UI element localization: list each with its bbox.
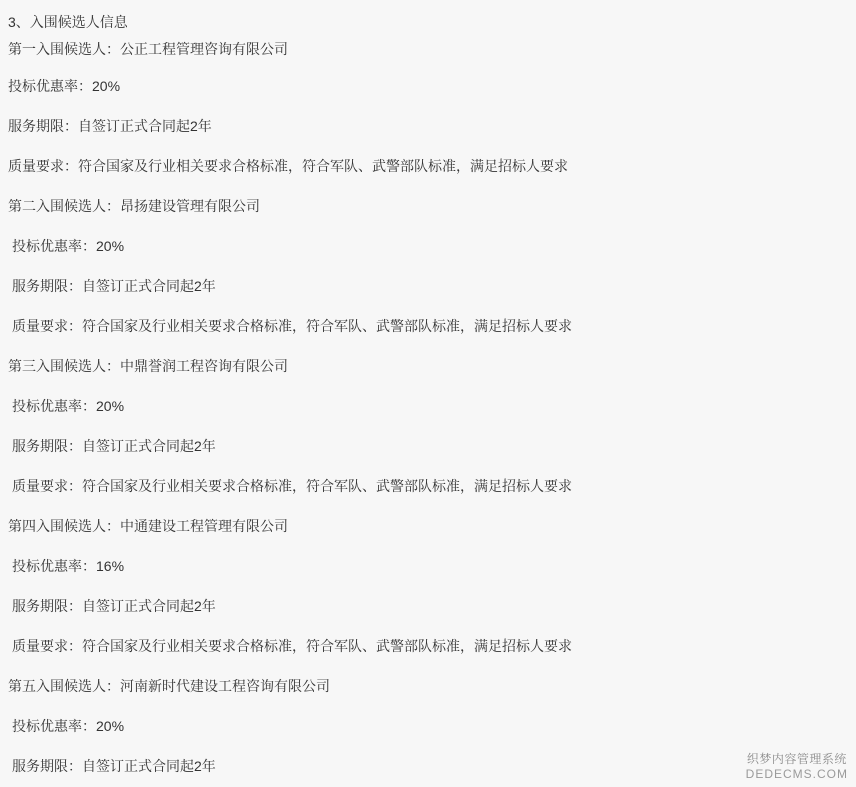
paragraph-candidate-1-name bbox=[8, 32, 848, 66]
paragraph-text: 第一入围候选人：公正工程管理咨询有限公司 bbox=[8, 41, 288, 57]
paragraph-text: 服务期限：自签订正式合同起2年 bbox=[12, 598, 216, 614]
paragraph-text: 质量要求：符合国家及行业相关要求合格标准，符合军队、武警部队标准，满足招标人要求 bbox=[12, 638, 572, 654]
paragraph-text: 服务期限：自签订正式合同起2年 bbox=[8, 118, 212, 134]
paragraph-candidate-5-name bbox=[8, 666, 848, 706]
paragraph-text: 服务期限：自签订正式合同起2年 bbox=[12, 758, 216, 774]
paragraph-text: 服务期限：自签订正式合同起2年 bbox=[12, 278, 216, 294]
paragraph-candidate-5-discount bbox=[8, 706, 848, 746]
paragraph-candidate-1-term bbox=[8, 106, 848, 146]
watermark bbox=[746, 752, 848, 781]
paragraph-text: 投标优惠率：20% bbox=[12, 398, 125, 414]
paragraph-candidate-3-term bbox=[8, 426, 848, 466]
paragraph-candidate-2-term bbox=[8, 266, 848, 306]
paragraph-candidate-3-name bbox=[8, 346, 848, 386]
paragraph-text: 投标优惠率：20% bbox=[8, 78, 121, 94]
paragraph-candidate-1-discount bbox=[8, 66, 848, 106]
watermark-en-text: DEDECMS.COM bbox=[745, 767, 848, 781]
document-body bbox=[0, 6, 856, 786]
paragraph-text: 第三入围候选人：中鼎誉润工程咨询有限公司 bbox=[8, 358, 288, 374]
paragraph-candidate-2-quality bbox=[8, 306, 848, 346]
watermark-cn-text: 织梦内容管理系统 bbox=[746, 752, 847, 766]
paragraph-candidate-4-name bbox=[8, 506, 848, 546]
paragraph-candidate-3-discount bbox=[8, 386, 848, 426]
paragraph-text: 服务期限：自签订正式合同起2年 bbox=[12, 438, 216, 454]
paragraph-text: 第四入围候选人：中通建设工程管理有限公司 bbox=[8, 518, 288, 534]
paragraph-text: 投标优惠率：16% bbox=[12, 558, 125, 574]
paragraph-candidate-4-term bbox=[8, 586, 848, 626]
paragraph-candidate-5-term bbox=[8, 746, 848, 786]
paragraph-text: 第五入围候选人：河南新时代建设工程咨询有限公司 bbox=[8, 678, 330, 694]
paragraph-candidate-1-quality bbox=[8, 146, 848, 186]
paragraph-text: 质量要求：符合国家及行业相关要求合格标准，符合军队、武警部队标准，满足招标人要求 bbox=[12, 478, 572, 494]
paragraph-candidate-3-quality bbox=[8, 466, 848, 506]
paragraph-candidate-2-name bbox=[8, 186, 848, 226]
paragraph-candidate-4-discount bbox=[8, 546, 848, 586]
paragraph-text: 质量要求：符合国家及行业相关要求合格标准，符合军队、武警部队标准，满足招标人要求 bbox=[8, 158, 568, 174]
paragraph-candidate-4-quality bbox=[8, 626, 848, 666]
section-heading: 3、入围候选人信息 bbox=[8, 14, 128, 30]
paragraph-text: 质量要求：符合国家及行业相关要求合格标准，符合军队、武警部队标准，满足招标人要求 bbox=[12, 318, 572, 334]
paragraph-text: 投标优惠率：20% bbox=[12, 238, 125, 254]
paragraph-text: 投标优惠率：20% bbox=[12, 718, 125, 734]
paragraph-candidate-2-discount bbox=[8, 226, 848, 266]
paragraph-text: 第二入围候选人：昂扬建设管理有限公司 bbox=[8, 198, 260, 214]
